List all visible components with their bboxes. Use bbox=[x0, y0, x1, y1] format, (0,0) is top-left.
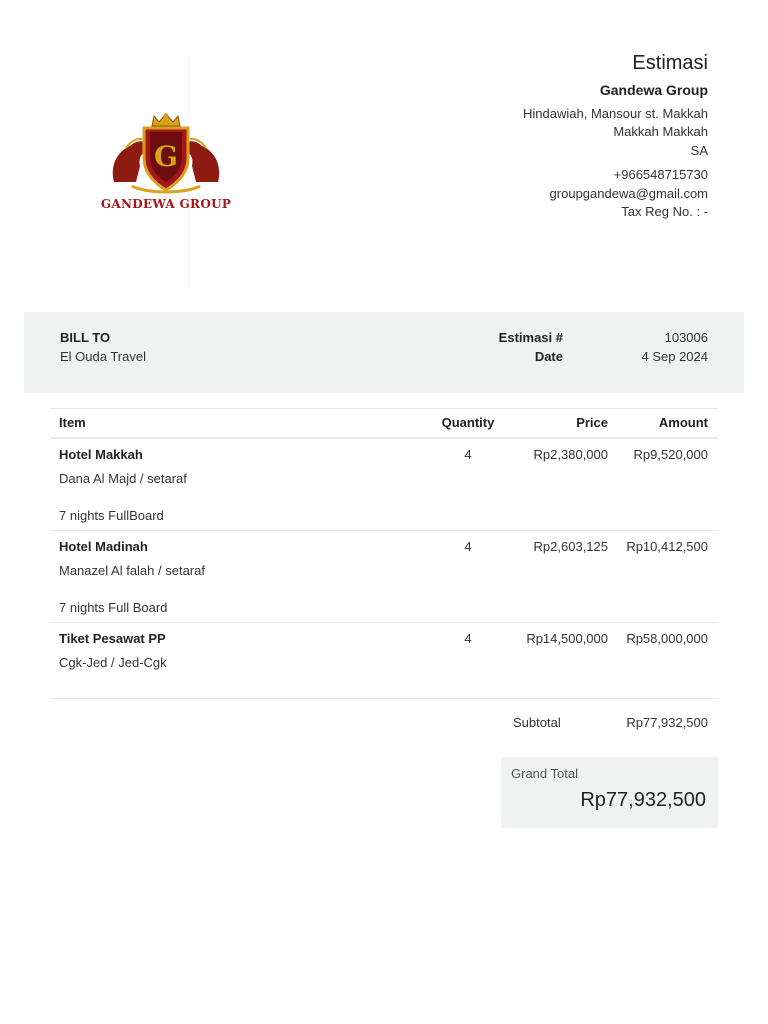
company-logo bbox=[96, 112, 236, 222]
item-quantity: 4 bbox=[464, 539, 472, 554]
logo-emblem-icon bbox=[96, 112, 236, 197]
table-row bbox=[51, 623, 718, 699]
header-quantity: Quantity bbox=[441, 415, 495, 430]
item-amount: Rp58,000,000 bbox=[626, 631, 708, 646]
item-price: Rp2,603,125 bbox=[533, 539, 608, 554]
subtotal-label: Subtotal bbox=[513, 715, 561, 730]
item-name: Tiket Pesawat PP bbox=[59, 631, 166, 646]
date-label: Date bbox=[534, 349, 563, 364]
grand-total-box bbox=[501, 757, 718, 828]
item-description: Dana Al Majd / setaraf bbox=[59, 471, 187, 486]
item-quantity: 4 bbox=[464, 631, 472, 646]
item-quantity: 4 bbox=[464, 447, 472, 462]
item-price: Rp2,380,000 bbox=[533, 447, 608, 462]
item-name: Hotel Makkah bbox=[59, 447, 143, 462]
item-amount: Rp9,520,000 bbox=[633, 447, 708, 462]
estimate-number: 103006 bbox=[664, 330, 708, 345]
item-description: Manazel Al falah / setaraf bbox=[59, 563, 205, 578]
table-row bbox=[51, 439, 718, 531]
company-phone: +966548715730 bbox=[613, 167, 708, 182]
item-name: Hotel Madinah bbox=[59, 539, 148, 554]
bill-to-section bbox=[24, 312, 744, 393]
company-email: groupgandewa@gmail.com bbox=[549, 185, 708, 201]
grand-total-label: Grand Total bbox=[511, 766, 578, 781]
company-address-line1: Hindawiah, Mansour st. Makkah bbox=[523, 105, 708, 121]
items-table bbox=[51, 408, 718, 699]
header-amount: Amount bbox=[658, 415, 708, 430]
item-price: Rp14,500,000 bbox=[526, 631, 608, 646]
logo-wordmark: GANDEWA GROUP bbox=[100, 197, 232, 211]
header-price: Price bbox=[576, 415, 608, 430]
estimate-date: 4 Sep 2024 bbox=[641, 349, 708, 364]
company-header bbox=[523, 50, 708, 222]
document-title: Estimasi bbox=[632, 52, 708, 74]
bill-to-label: BILL TO bbox=[60, 330, 111, 345]
company-name: Gandewa Group bbox=[599, 82, 708, 98]
header-item: Item bbox=[59, 415, 86, 430]
item-description: Cgk-Jed / Jed-Cgk bbox=[59, 655, 167, 670]
company-tax-reg: Tax Reg No. : - bbox=[621, 204, 708, 219]
svg-text:G: G bbox=[154, 140, 178, 173]
estimate-number-label: Estimasi # bbox=[498, 330, 563, 345]
grand-total-value: Rp77,932,500 bbox=[580, 789, 706, 811]
item-description-extra: 7 nights FullBoard bbox=[59, 508, 164, 523]
table-header bbox=[51, 409, 718, 439]
table-row bbox=[51, 531, 718, 623]
bill-to-client: El Ouda Travel bbox=[60, 349, 146, 364]
subtotal-value: Rp77,932,500 bbox=[626, 715, 708, 730]
company-country: SA bbox=[690, 142, 708, 158]
company-address-line2: Makkah Makkah bbox=[613, 124, 708, 139]
item-description-extra: 7 nights Full Board bbox=[59, 600, 168, 615]
item-amount: Rp10,412,500 bbox=[626, 539, 708, 554]
